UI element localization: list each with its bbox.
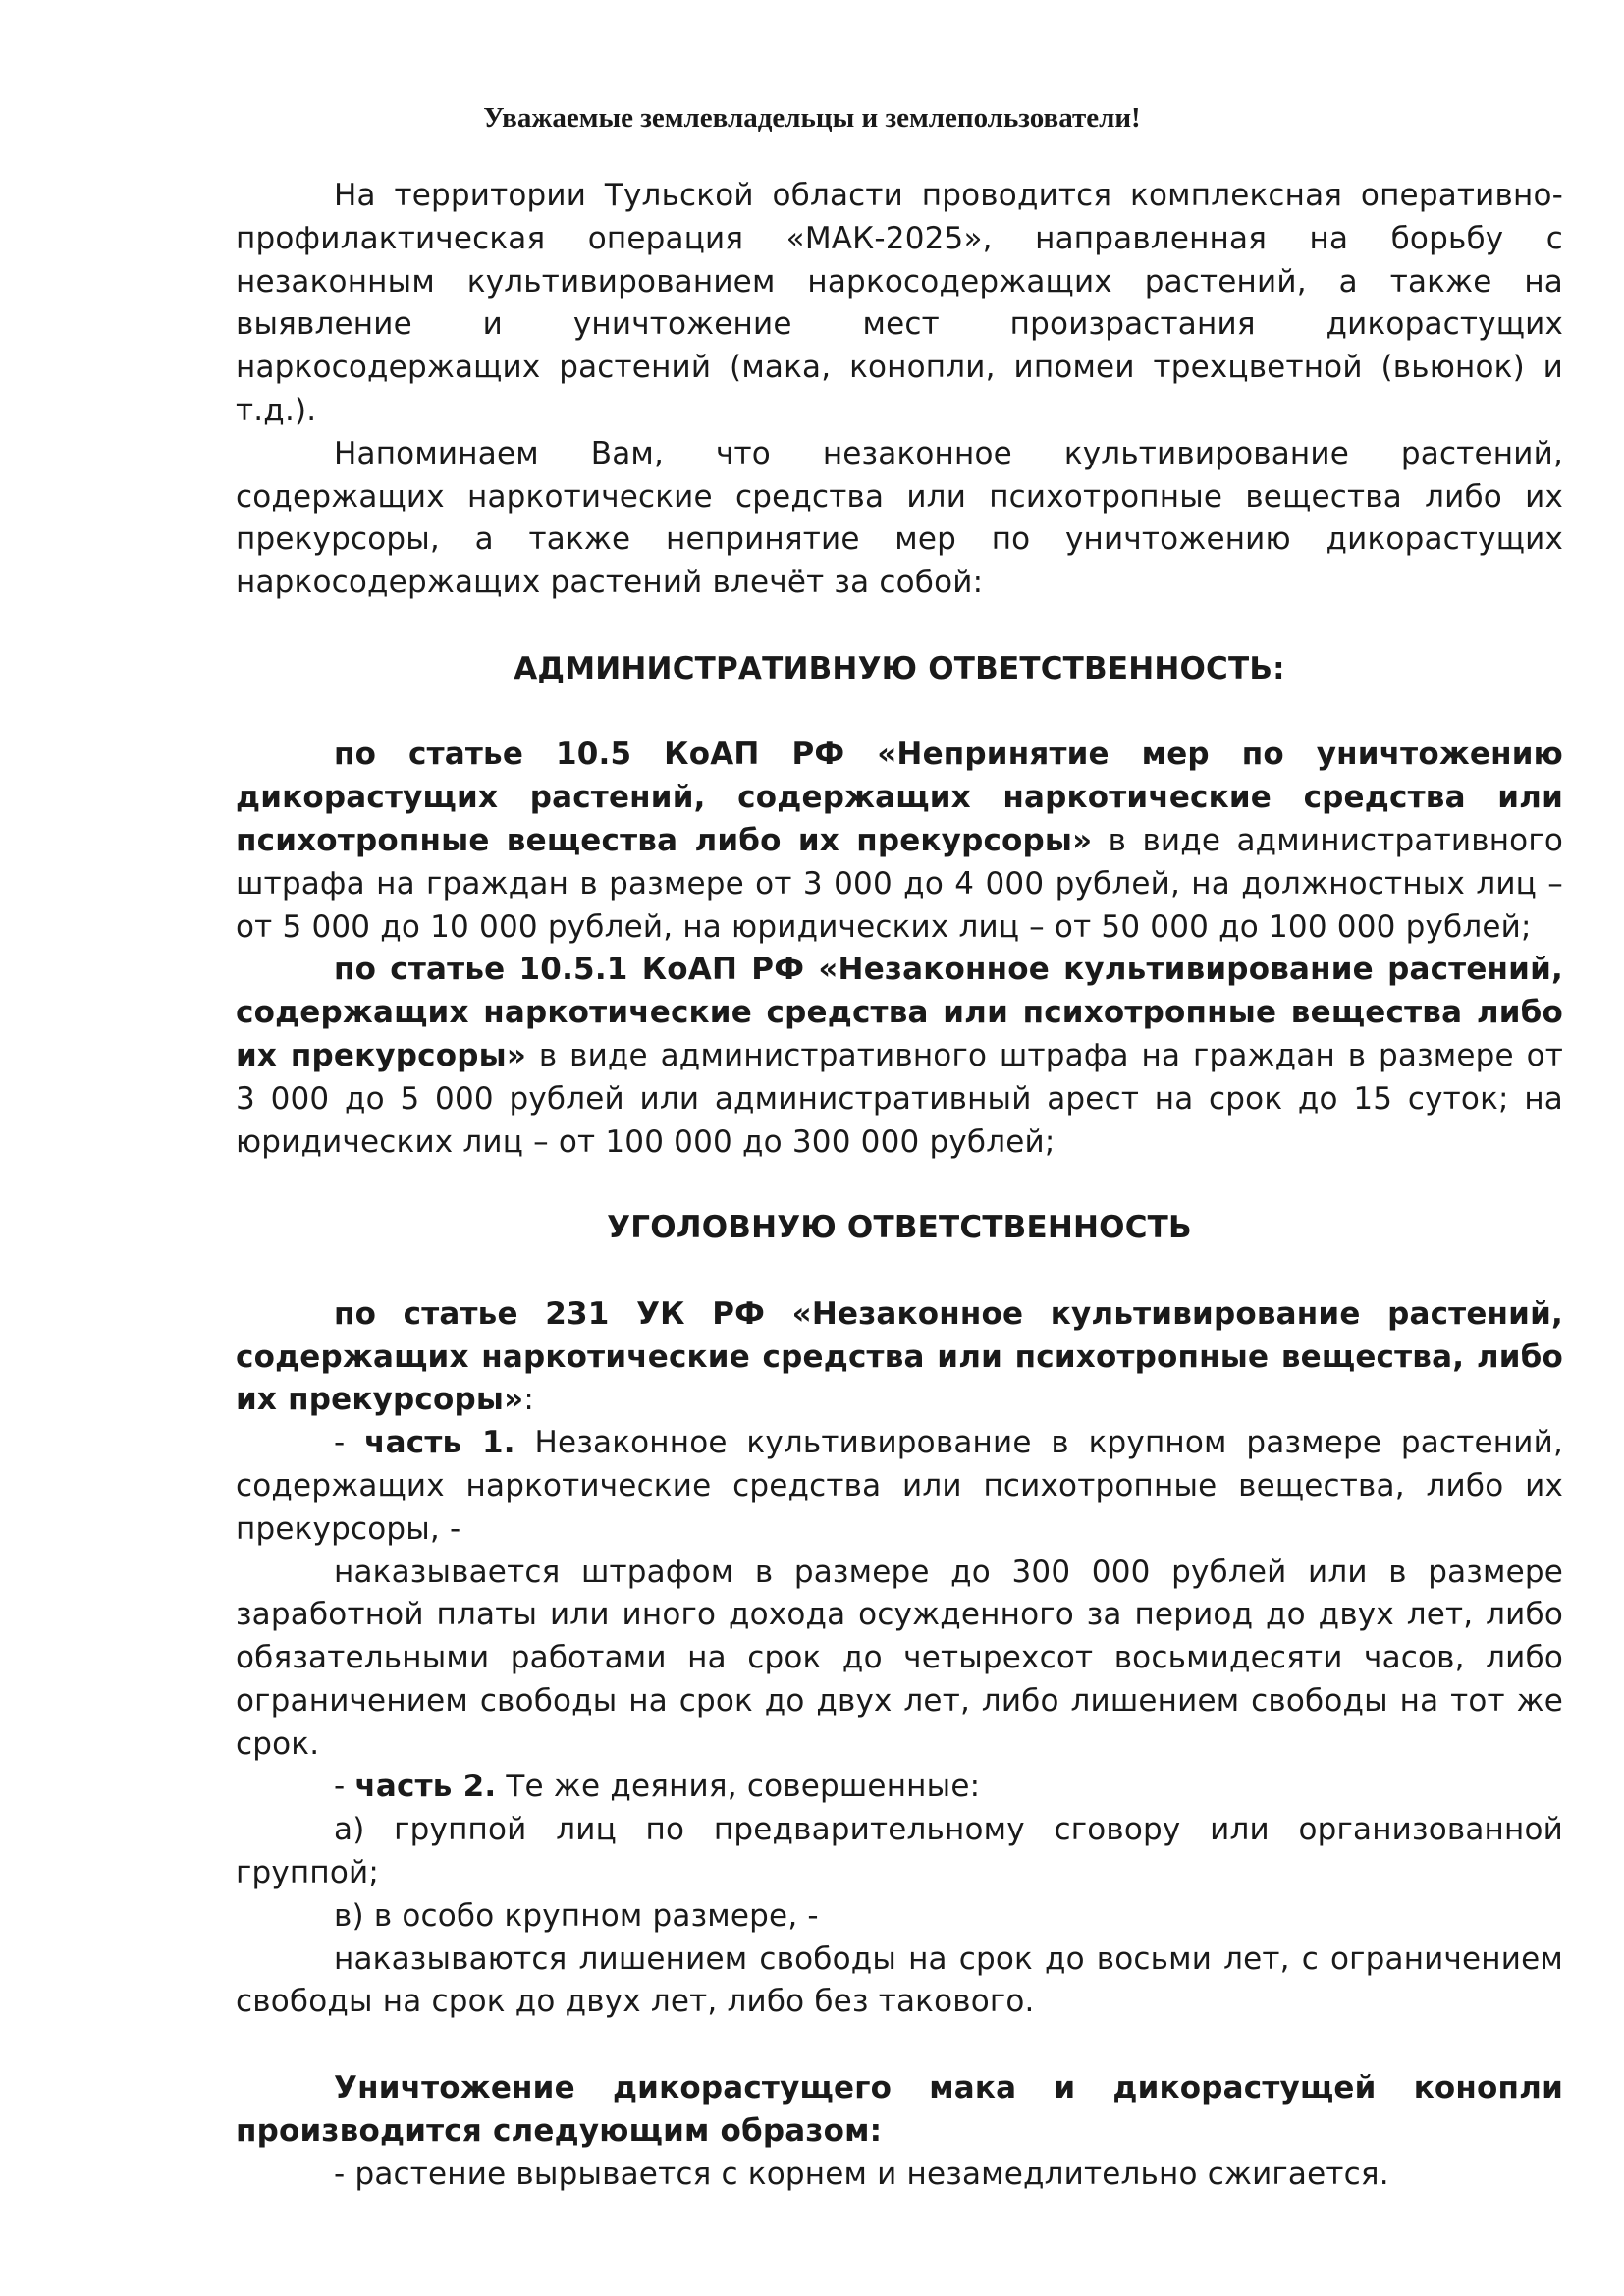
intro-paragraph-2: Напоминаем Вам, что незаконное культивирование растений, содержащих наркотические средства или психотропные вещества либо их прекурсоры, а также непринятие мер по уничтожению дикорастущих наркосодержащих растений влечёт за собой: [236,435,1563,601]
criminal-part-2-item-b: в) в особо крупном размере, - [334,1897,819,1934]
admin-article-10-5 [236,734,1563,949]
criminal-part-2-label: часть 2. [354,1769,497,1805]
criminal-part-1 [236,1422,1563,1551]
criminal-part-1-text: Незаконное культивирование в крупном размере растений, содержащих наркотические средства или психотропные вещества, либо их прекурсоры, - [236,1425,1563,1547]
criminal-article-231-title: по статье 231 УК РФ «Незаконное культивирование растений, содержащих наркотические средства или психотропные вещества, либо их прекурсоры» [236,1295,1563,1418]
criminal-part-2-dash: - [334,1769,355,1805]
criminal-part-2-item-a: а) группой лиц по предварительному сговору или организованной группой; [236,1812,1563,1891]
criminal-responsibility-heading: УГОЛОВНУЮ ОТВЕТСТВЕННОСТЬ [607,1210,1192,1246]
criminal-article-231-colon: : [523,1382,534,1418]
intro-paragraph-1: На территории Тульской области проводится комплексная оперативно-профилактическая операция «МАК-2025», направленная на борьбу с незаконным культивированием наркосодержащих растений, а также на выявление и уничтожение мест произрастания дикорастущих наркосодержащих растений (мака, конопли, ипомеи трехцветной (вьюнок) и т.д.). [236,178,1563,428]
criminal-part-1-penalty: наказывается штрафом в размере до 300 000 рублей или в размере заработной платы или иного дохода осужденного за период до двух лет, либо обязательными работами на срок до четырехсот восьмидесяти часов, либо ограничением свободы на срок до двух лет, либо лишением свободы на тот же срок. [236,1554,1563,1762]
destruction-heading: Уничтожение дикорастущего мака и дикорастущей конопли производится следующим образом: [236,2070,1563,2149]
document-title: Уважаемые землевладельцы и землепользователи! [483,102,1141,134]
criminal-part-2-text: Те же деяния, совершенные: [496,1769,981,1805]
document-body [236,175,1563,2196]
admin-article-10-5-title: по статье 10.5 КоАП РФ «Непринятие мер по уничтожению дикорастущих растений, содержащих наркотические средства или психотропные вещества либо их прекурсоры» [236,737,1563,858]
admin-article-10-5-text: в виде административного штрафа на граждан в размере от 3 000 до 4 000 рублей, на должностных лиц – от 5 000 до 10 000 рублей, на юридических лиц – от 50 000 до 100 000 рублей; [236,822,1563,945]
admin-article-10-5-1 [236,949,1563,1164]
criminal-part-2 [236,1766,1563,1809]
admin-responsibility-heading: АДМИНИСТРАТИВНУЮ ОТВЕТСТВЕННОСТЬ: [514,650,1285,686]
criminal-part-1-label: часть 1. [364,1425,515,1461]
criminal-article-231 [236,1293,1563,1422]
criminal-part-2-penalty: наказываются лишением свободы на срок до восьми лет, с ограничением свободы на срок до двух лет, либо без такового. [236,1941,1563,2020]
criminal-part-1-dash: - [334,1425,365,1461]
admin-article-10-5-1-text: в виде административного штрафа на граждан в размере от 3 000 до 5 000 рублей или административный арест на срок до 15 суток; на юридических лиц – от 100 000 до 300 000 рублей; [236,1037,1563,1160]
admin-article-10-5-1-title: по статье 10.5.1 КоАП РФ «Незаконное культивирование растений, содержащих наркотические средства или психотропные вещества либо их прекурсоры» [236,952,1563,1073]
destruction-method: - растение вырывается с корнем и незамедлительно сжигается. [334,2156,1389,2192]
